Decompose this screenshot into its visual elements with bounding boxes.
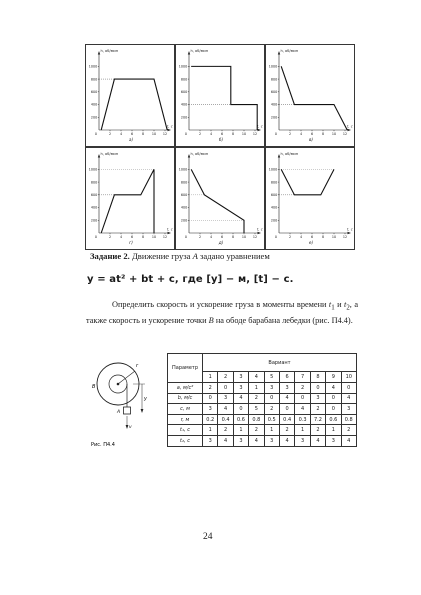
- variant-number: 2: [218, 372, 233, 383]
- x-axis-title: t, c: [167, 124, 173, 129]
- y-tick-label: 600: [270, 90, 278, 95]
- y-tick-label: 1000: [88, 167, 98, 172]
- svg-text:0: 0: [184, 235, 187, 239]
- y-tick-label: 400: [180, 205, 188, 210]
- table-cell: 3: [233, 435, 248, 446]
- x-tick-label: 8: [231, 132, 235, 136]
- y-tick-label: 400: [90, 102, 98, 107]
- variant-header: Вариант: [203, 354, 357, 372]
- y-tick-label: 1000: [88, 64, 98, 69]
- param-header: Параметр: [168, 354, 203, 383]
- x-tick-label: 4: [119, 235, 123, 239]
- svg-text:0: 0: [94, 235, 97, 239]
- table-cell: 0: [203, 393, 218, 404]
- variant-number: 1: [203, 372, 218, 383]
- x-tick-label: 2: [108, 132, 112, 136]
- x-tick-label: 2: [108, 235, 112, 239]
- graph-line: [191, 66, 257, 130]
- y-tick-label: 800: [90, 77, 98, 82]
- graphs-figure: [85, 44, 355, 250]
- graph-panel: [85, 147, 175, 250]
- x-tick-label: 2: [288, 235, 292, 239]
- y-tick-label: 600: [90, 90, 98, 95]
- table-cell: 0.8: [249, 414, 264, 425]
- x-tick-label: 8: [321, 132, 325, 136]
- y-tick-label: 200: [270, 218, 278, 223]
- variants-table: [167, 353, 357, 447]
- svg-text:0: 0: [274, 132, 277, 136]
- x-tick-label: 6: [310, 132, 314, 136]
- row-label: b, м/c: [168, 393, 203, 404]
- table-cell: 4: [295, 404, 310, 415]
- x-tick-label: 10: [151, 132, 157, 136]
- x-tick-label: 12: [162, 235, 168, 239]
- table-cell: 4: [341, 393, 356, 404]
- table-cell: 2: [249, 393, 264, 404]
- table-cell: 4: [218, 404, 233, 415]
- y-tick-label: 200: [90, 115, 98, 120]
- table-cell: 3: [218, 393, 233, 404]
- x-tick-label: 6: [220, 235, 224, 239]
- table-row: [168, 383, 357, 394]
- table-cell: 0.3: [295, 414, 310, 425]
- svg-text:0: 0: [184, 132, 187, 136]
- x-axis-title: t, c: [257, 124, 263, 129]
- y-tick-label: 800: [270, 77, 278, 82]
- label-y: y: [144, 396, 147, 402]
- table-cell: 2: [295, 383, 310, 394]
- label-a: A: [117, 410, 121, 415]
- table-cell: 5: [249, 404, 264, 415]
- svg-text:0: 0: [274, 235, 277, 239]
- y-axis-title: h, об/мин: [190, 49, 209, 53]
- load-a: [124, 407, 131, 414]
- table-cell: 0: [326, 404, 341, 415]
- y-tick-label: 800: [180, 77, 188, 82]
- table-cell: 0.8: [341, 414, 356, 425]
- motion-equation: y = at² + bt + c, где [y] − м, [t] − с.: [87, 274, 294, 285]
- variant-number: 8: [310, 372, 325, 383]
- table-cell: 4: [341, 435, 356, 446]
- y-tick-label: 600: [180, 193, 188, 198]
- graph-line: [281, 66, 347, 130]
- x-tick-label: 12: [342, 235, 348, 239]
- table-cell: 0: [326, 393, 341, 404]
- y-tick-label: 800: [90, 180, 98, 185]
- x-tick-label: 10: [331, 132, 337, 136]
- x-tick-label: 8: [321, 235, 325, 239]
- y-tick-label: 200: [270, 115, 278, 120]
- graph-line: [191, 169, 244, 233]
- x-tick-label: 2: [198, 235, 202, 239]
- table-cell: 1: [326, 425, 341, 436]
- table-cell: 0: [295, 393, 310, 404]
- label-r: r: [136, 363, 139, 369]
- y-tick-label: 1000: [178, 64, 188, 69]
- x-tick-label: 8: [231, 235, 235, 239]
- table-cell: 0: [341, 383, 356, 394]
- graph-line: [101, 169, 154, 233]
- table-cell: 0.6: [233, 414, 248, 425]
- table-cell: 4: [279, 435, 294, 446]
- x-axis-title: t, c: [347, 227, 353, 232]
- table-cell: 4: [310, 435, 325, 446]
- y-tick-label: 600: [90, 193, 98, 198]
- x-tick-label: 4: [209, 132, 213, 136]
- x-tick-label: 6: [130, 235, 134, 239]
- table-cell: 2: [310, 404, 325, 415]
- y-tick-label: 600: [180, 90, 188, 95]
- page-number: 24: [203, 532, 213, 542]
- table-cell: 3: [279, 383, 294, 394]
- table-cell: 2: [310, 425, 325, 436]
- y-arrow-icon: [141, 409, 144, 413]
- table-cell: 0.4: [218, 414, 233, 425]
- table-cell: 0: [279, 404, 294, 415]
- table-cell: 0.5: [264, 414, 279, 425]
- x-axis-title: t, c: [257, 227, 263, 232]
- table-cell: 4: [218, 435, 233, 446]
- y-tick-label: 200: [90, 218, 98, 223]
- panel-label: б): [218, 137, 224, 142]
- x-tick-label: 2: [288, 132, 292, 136]
- variant-number: 9: [326, 372, 341, 383]
- variant-number: 6: [279, 372, 294, 383]
- variant-number: 5: [264, 372, 279, 383]
- y-axis-title: h, об/мин: [190, 152, 209, 156]
- drum-diagram: [91, 355, 161, 450]
- y-axis-title: h, об/мин: [280, 152, 299, 156]
- table-cell: 3: [264, 435, 279, 446]
- row-label: t₁, c: [168, 425, 203, 436]
- y-tick-label: 600: [270, 193, 278, 198]
- table-cell: 0.2: [203, 414, 218, 425]
- figure-caption: Рис. П4.4: [91, 442, 115, 448]
- table-cell: 4: [249, 435, 264, 446]
- y-axis-title: h, об/мин: [280, 49, 299, 53]
- panel-label: е): [308, 240, 314, 245]
- table-cell: 2: [279, 425, 294, 436]
- task-heading: Задание 2. Движение груза A задано уравнением: [90, 251, 270, 261]
- y-tick-label: 1000: [178, 167, 188, 172]
- table-cell: 1: [264, 425, 279, 436]
- graph-panel: [265, 147, 355, 250]
- y-axis-title: h, об/мин: [100, 152, 119, 156]
- x-tick-label: 10: [151, 235, 157, 239]
- x-tick-label: 6: [220, 132, 224, 136]
- label-b: B: [92, 384, 96, 390]
- table-cell: 0: [233, 404, 248, 415]
- x-tick-label: 4: [119, 132, 123, 136]
- variant-number: 4: [249, 372, 264, 383]
- table-row: [168, 425, 357, 436]
- x-tick-label: 8: [141, 132, 145, 136]
- table-cell: 0.4: [279, 414, 294, 425]
- graph-panel: [85, 44, 175, 147]
- x-tick-label: 10: [241, 132, 247, 136]
- table-cell: 1: [203, 425, 218, 436]
- graph-panel: [175, 44, 265, 147]
- table-cell: 3: [326, 435, 341, 446]
- x-tick-label: 12: [252, 235, 258, 239]
- x-tick-label: 12: [252, 132, 258, 136]
- table-cell: 3: [203, 435, 218, 446]
- y-tick-label: 400: [90, 205, 98, 210]
- task-description: Определить скорость и ускорение груза в моменты времени $t_1$ и $t_2$, а также скорость и ускорение точки B на ободе барабана лебедки (рис. П4.4).: [86, 300, 358, 325]
- x-tick-label: 6: [130, 132, 134, 136]
- label-v: v: [129, 425, 132, 430]
- table-cell: 2: [218, 425, 233, 436]
- x-tick-label: 4: [209, 235, 213, 239]
- variant-number: 7: [295, 372, 310, 383]
- table-cell: 4: [279, 393, 294, 404]
- x-tick-label: 10: [331, 235, 337, 239]
- table-cell: 3: [264, 383, 279, 394]
- y-tick-label: 400: [270, 102, 278, 107]
- v-arrow-icon: [126, 425, 129, 429]
- x-tick-label: 8: [141, 235, 145, 239]
- y-tick-label: 400: [270, 205, 278, 210]
- panel-label: г): [129, 240, 133, 245]
- table-cell: 4: [233, 393, 248, 404]
- graph-panel: [265, 44, 355, 147]
- y-tick-label: 1000: [268, 64, 278, 69]
- table-row: [168, 393, 357, 404]
- table-cell: 3: [341, 404, 356, 415]
- x-tick-label: 12: [162, 132, 168, 136]
- table-row: [168, 404, 357, 415]
- y-tick-label: 400: [180, 102, 188, 107]
- svg-text:0: 0: [94, 132, 97, 136]
- row-label: a, м/c²: [168, 383, 203, 394]
- table-cell: 0: [310, 383, 325, 394]
- table-cell: 2: [249, 425, 264, 436]
- row-label: t₂, c: [168, 435, 203, 446]
- row-label: r, м: [168, 414, 203, 425]
- panel-label: a): [128, 137, 134, 142]
- x-tick-label: 2: [198, 132, 202, 136]
- y-tick-label: 200: [180, 218, 188, 223]
- table-cell: 3: [233, 383, 248, 394]
- table-cell: 1: [233, 425, 248, 436]
- x-axis-title: t, c: [347, 124, 353, 129]
- x-axis-title: t, c: [167, 227, 173, 232]
- table-row: [168, 435, 357, 446]
- table-cell: 3: [310, 393, 325, 404]
- y-tick-label: 1000: [268, 167, 278, 172]
- table-cell: 2: [264, 404, 279, 415]
- table-cell: 4: [326, 383, 341, 394]
- graph-line: [281, 169, 334, 194]
- table-cell: 2: [341, 425, 356, 436]
- table-cell: 0: [264, 393, 279, 404]
- table-cell: 2: [203, 383, 218, 394]
- x-tick-label: 4: [299, 235, 303, 239]
- table-cell: 1: [249, 383, 264, 394]
- x-tick-label: 4: [299, 132, 303, 136]
- panel-label: д): [218, 240, 224, 245]
- graph-line: [101, 79, 167, 130]
- y-tick-label: 200: [180, 115, 188, 120]
- panel-label: в): [308, 137, 314, 142]
- table-cell: 0.6: [326, 414, 341, 425]
- x-tick-label: 6: [310, 235, 314, 239]
- variant-number: 10: [341, 372, 356, 383]
- table-cell: 7.2: [310, 414, 325, 425]
- row-label: c, м: [168, 404, 203, 415]
- variant-number: 3: [233, 372, 248, 383]
- table-cell: 1: [295, 425, 310, 436]
- y-axis-title: h, об/мин: [100, 49, 119, 53]
- x-tick-label: 12: [342, 132, 348, 136]
- graph-panel: [175, 147, 265, 250]
- table-cell: 0: [218, 383, 233, 394]
- y-tick-label: 800: [270, 180, 278, 185]
- y-tick-label: 800: [180, 180, 188, 185]
- table-row: [168, 414, 357, 425]
- table-cell: 3: [203, 404, 218, 415]
- table-cell: 3: [295, 435, 310, 446]
- x-tick-label: 10: [241, 235, 247, 239]
